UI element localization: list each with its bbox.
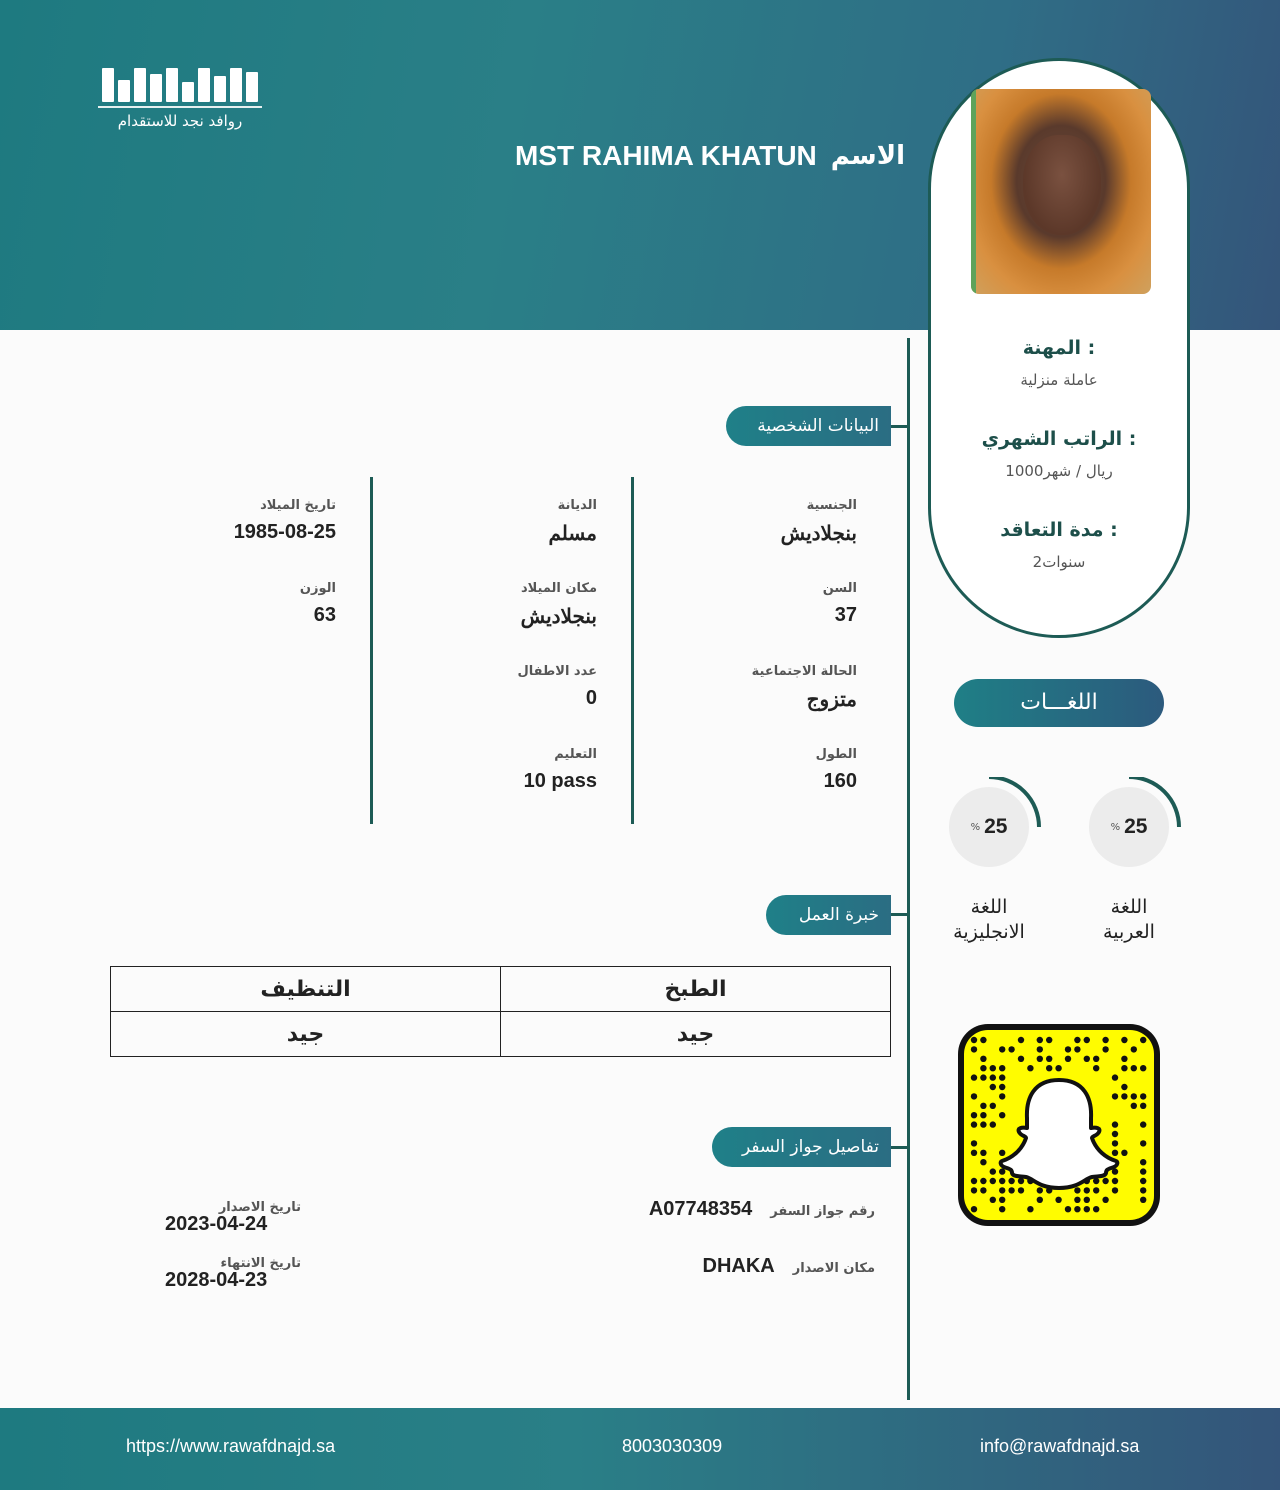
- gauge-pct-english: %: [970, 821, 981, 833]
- children-field: [518, 664, 598, 710]
- education-label: التعليم: [554, 747, 597, 762]
- language-arabic-line1: اللغة: [1110, 896, 1148, 918]
- snapcode-inner: [964, 1030, 1154, 1220]
- weight-label: الوزن: [299, 581, 336, 596]
- issue-date-field: [165, 1200, 301, 1236]
- marital-label: الحالة الاجتماعية: [751, 664, 857, 679]
- salary-label: الراتب الشهري :: [981, 428, 1137, 450]
- birthplace-value: بنجلاديش: [520, 606, 597, 628]
- skills-value-row: [111, 1012, 891, 1057]
- worker-photo: [971, 89, 1151, 294]
- footer-email-link[interactable]: info@rawafdnajd.sa: [980, 1436, 1140, 1456]
- name-label: الاسم: [830, 141, 905, 171]
- passport-number-label: رقم جواز السفر: [770, 1204, 875, 1219]
- contract-label: مدة التعاقد :: [1000, 519, 1118, 541]
- skill-value-cooking: جيد: [501, 1012, 891, 1057]
- section-personal-pill: البيانات الشخصية: [726, 406, 891, 446]
- marital-value: متزوج: [806, 689, 857, 711]
- nationality-value: بنجلاديش: [780, 523, 857, 545]
- issue-date-label: تاريخ الاصدار: [218, 1200, 301, 1215]
- issue-date-value: 2023-04-24: [165, 1213, 268, 1235]
- section-personal-tick: [891, 425, 909, 428]
- gauge-value-english: 25: [984, 815, 1008, 838]
- skills-header-row: [111, 967, 891, 1012]
- section-passport-pill: تفاصيل جواز السفر: [712, 1127, 891, 1167]
- gauge-value-arabic: 25: [1124, 815, 1148, 838]
- language-english-line2: الانجليزية: [953, 921, 1025, 943]
- height-value: 160: [823, 770, 857, 792]
- language-name-english: [934, 895, 1044, 945]
- skill-header-cleaning: التنظيف: [111, 967, 501, 1012]
- marital-field: [752, 664, 857, 712]
- photo-edge: [971, 89, 976, 294]
- expiry-date-field: [165, 1256, 301, 1292]
- logo-divider: [98, 106, 262, 108]
- expiry-date-label: تاريخ الانتهاء: [220, 1256, 301, 1271]
- logo-mark-icon: [90, 60, 270, 102]
- height-label: الطول: [815, 747, 857, 762]
- column-divider-left: [370, 477, 373, 824]
- birthdate-value: 1985-08-25: [233, 521, 336, 543]
- logo-text: روافد نجد للاستقدام: [117, 112, 243, 130]
- salary-field: [931, 428, 1187, 480]
- footer-phone[interactable]: 8003030309: [622, 1436, 723, 1456]
- salary-value: 1000ريال / شهر: [1005, 462, 1113, 480]
- footer-website-link[interactable]: https://www.rawafdnajd.sa: [126, 1436, 336, 1456]
- children-value: 0: [585, 687, 597, 709]
- nationality-label: الجنسية: [806, 498, 857, 513]
- section-passport-tick: [891, 1146, 909, 1149]
- religion-field: [549, 498, 598, 546]
- profile-card: [928, 58, 1190, 638]
- profession-label: المهنة :: [1022, 337, 1096, 359]
- profession-field: [931, 337, 1187, 389]
- photo-face: [1023, 135, 1101, 235]
- company-logo: [90, 60, 270, 130]
- languages-title: اللغـــات: [954, 679, 1164, 727]
- gauge-arabic: [1089, 777, 1179, 867]
- religion-value: مسلم: [548, 523, 597, 545]
- passport-number-field: [649, 1198, 875, 1221]
- section-experience-tick: [891, 913, 909, 916]
- weight-field: [300, 581, 336, 627]
- birthdate-field: [234, 498, 336, 544]
- snapcode[interactable]: [958, 1024, 1160, 1226]
- age-label: السن: [822, 581, 857, 596]
- issue-place-value: DHAKA: [702, 1255, 775, 1277]
- gauge-english: [949, 777, 1039, 867]
- language-arabic-line2: العربية: [1103, 921, 1155, 943]
- column-divider-right: [631, 477, 634, 824]
- language-name-arabic: [1074, 895, 1184, 945]
- skills-table: [110, 966, 891, 1057]
- height-field: [816, 747, 857, 793]
- birthdate-label: تاريخ الميلاد: [260, 498, 336, 513]
- children-label: عدد الاطفال: [517, 664, 597, 679]
- issue-place-field: [703, 1255, 875, 1278]
- education-value: 10 pass: [523, 770, 597, 792]
- age-value: 37: [834, 604, 857, 626]
- snapchat-ghost-icon: [964, 1030, 1154, 1220]
- skill-value-cleaning: جيد: [111, 1012, 501, 1057]
- section-experience-pill: خبرة العمل: [766, 895, 891, 935]
- nationality-field: [781, 498, 857, 546]
- profession-value: عاملة منزلية: [1020, 371, 1098, 389]
- gauge-pct-arabic: %: [1110, 821, 1121, 833]
- language-english-line1: اللغة: [970, 896, 1008, 918]
- education-field: [524, 747, 597, 793]
- contract-field: [931, 519, 1187, 571]
- name-row: [505, 140, 905, 172]
- contract-value: 2سنوات: [1032, 553, 1086, 571]
- gauge-circle-english: [949, 787, 1029, 867]
- name-value: MST RAHIMA KHATUN: [515, 140, 817, 171]
- expiry-date-value: 2028-04-23: [165, 1269, 268, 1291]
- gauge-circle-arabic: [1089, 787, 1169, 867]
- weight-value: 63: [313, 604, 336, 626]
- age-field: [823, 581, 857, 627]
- birthplace-label: مكان الميلاد: [520, 581, 597, 596]
- passport-number-value: A07748354: [648, 1198, 753, 1220]
- issue-place-label: مكان الاصدار: [792, 1261, 875, 1276]
- religion-label: الديانة: [557, 498, 597, 513]
- skill-header-cooking: الطبخ: [501, 967, 891, 1012]
- footer-bar: [0, 1408, 1280, 1490]
- timeline-line: [907, 338, 910, 1400]
- birthplace-field: [521, 581, 597, 629]
